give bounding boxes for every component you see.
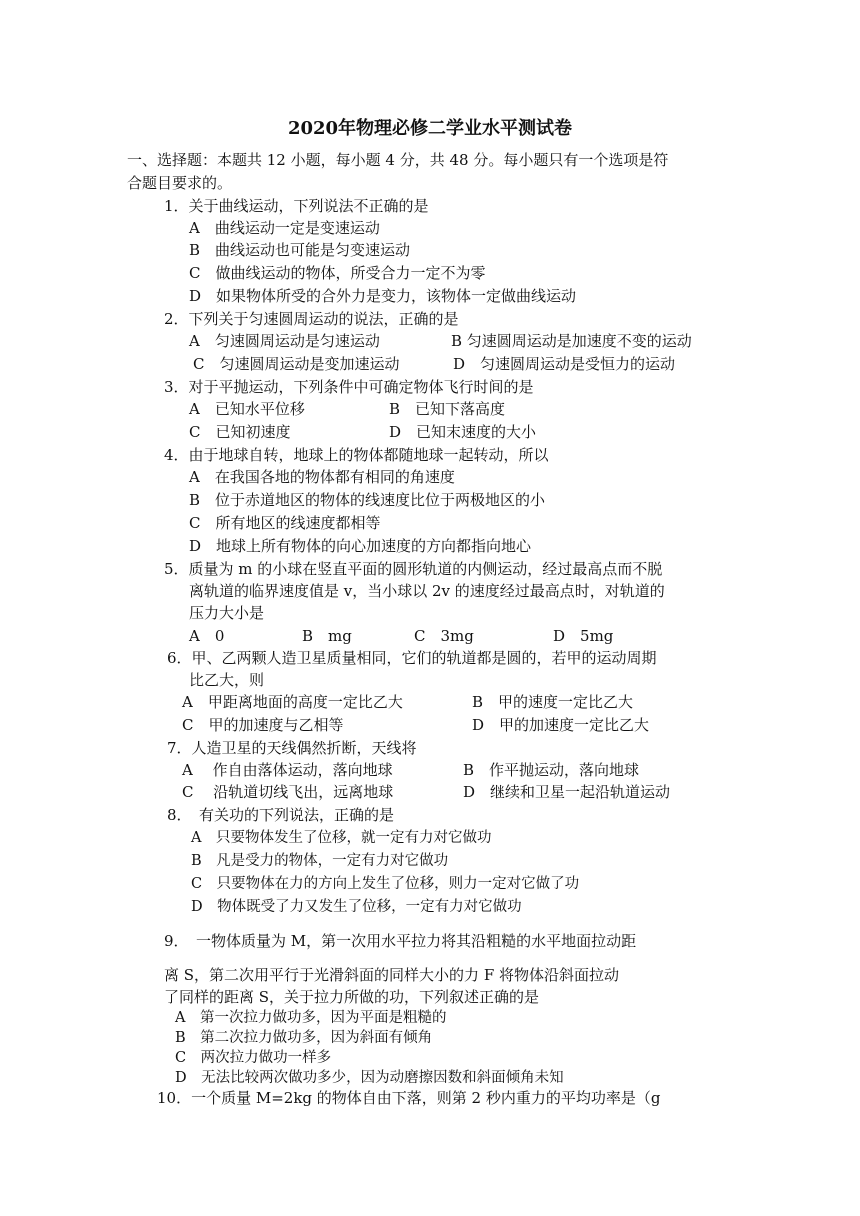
question-9-option-d: D 无法比较两次做功多少，因为动磨擦因数和斜面倾角未知 xyxy=(175,1070,564,1086)
question-5-option-c: C 3mg xyxy=(414,627,474,645)
question-1-option-a: A 曲线运动一定是变速运动 xyxy=(189,219,380,237)
question-8-option-b: B 凡是受力的物体，一定有力对它做功 xyxy=(191,853,449,869)
question-9-option-c: C 两次拉力做功一样多 xyxy=(175,1050,332,1066)
question-1-option-c: C 做曲线运动的物体，所受合力一定不为零 xyxy=(189,264,486,282)
question-10-stem: 10．一个质量 M=2kg 的物体自由下落，则第 2 秒内重力的平均功率是（g xyxy=(157,1089,661,1107)
question-6-stem-line-2: 比乙大，则 xyxy=(189,671,265,689)
question-1-stem: 1．关于曲线运动，下列说法不正确的是 xyxy=(164,197,429,215)
question-7-option-d: D 继续和卫星一起沿轨道运动 xyxy=(463,783,671,801)
question-5-option-b: B mg xyxy=(302,627,352,645)
question-6-option-b: B 甲的速度一定比乙大 xyxy=(472,693,634,711)
question-7-option-b: B 作平抛运动，落向地球 xyxy=(463,761,640,779)
question-5-stem-line-2: 离轨道的临界速度值是 v，当小球以 2v 的速度经过最高点时，对轨道的 xyxy=(189,582,665,600)
question-2-option-b: B 匀速圆周运动是加速度不变的运动 xyxy=(451,332,692,350)
question-5-stem-line-3: 压力大小是 xyxy=(189,604,265,622)
question-2-option-c: C 匀速圆周运动是变加速运动 xyxy=(193,355,400,373)
question-8-option-a: A 只要物体发生了位移，就一定有力对它做功 xyxy=(191,830,492,846)
question-7-stem: 7．人造卫星的天线偶然折断，天线将 xyxy=(167,739,417,757)
question-7-option-a: A 作自由落体运动，落向地球 xyxy=(182,761,393,779)
question-9-option-b: B 第二次拉力做功多，因为斜面有倾角 xyxy=(175,1030,433,1046)
question-3-option-b: B 已知下落高度 xyxy=(389,400,506,418)
question-5-option-a: A 0 xyxy=(189,627,225,645)
question-9-option-a: A 第一次拉力做功多，因为平面是粗糙的 xyxy=(175,1010,447,1026)
question-4-option-d: D 地球上所有物体的向心加速度的方向都指向地心 xyxy=(189,537,532,555)
section-intro-line-2: 合题目要求的。 xyxy=(127,174,233,192)
question-3-option-d: D 已知末速度的大小 xyxy=(389,423,537,441)
question-3-option-a: A 已知水平位移 xyxy=(189,400,305,418)
question-1-option-d: D 如果物体所受的合外力是变力，该物体一定做曲线运动 xyxy=(189,287,577,305)
question-9-stem-line-3: 了同样的距离 S，关于拉力所做的功，下列叙述正确的是 xyxy=(164,988,540,1006)
exam-title: 2020年物理必修二学业水平测试卷 xyxy=(287,118,573,139)
question-8-option-c: C 只要物体在力的方向上发生了位移，则力一定对它做了功 xyxy=(191,876,580,892)
question-8-option-d: D 物体既受了力又发生了位移，一定有力对它做功 xyxy=(191,899,522,915)
question-2-option-a: A 匀速圆周运动是匀速运动 xyxy=(189,332,380,350)
question-9-stem-line-1: 9． 一物体质量为 M，第一次用水平拉力将其沿粗糙的水平地面拉动距 xyxy=(164,932,637,950)
question-9-stem-line-2: 离 S，第二次用平行于光滑斜面的同样大小的力 F 将物体沿斜面拉动 xyxy=(164,966,619,984)
question-6-stem-line-1: 6．甲、乙两颗人造卫星质量相同，它们的轨道都是圆的，若甲的运动周期 xyxy=(167,649,657,667)
question-1-option-b: B 曲线运动也可能是匀变速运动 xyxy=(189,241,411,259)
question-7-option-c: C 沿轨道切线飞出，远离地球 xyxy=(182,783,394,801)
question-6-option-c: C 甲的加速度与乙相等 xyxy=(182,716,344,734)
question-6-option-a: A 甲距离地面的高度一定比乙大 xyxy=(182,693,403,711)
question-2-stem: 2．下列关于匀速圆周运动的说法，正确的是 xyxy=(164,310,459,328)
question-3-stem: 3．对于平抛运动，下列条件中可确定物体飞行时间的是 xyxy=(164,378,534,396)
question-5-option-d: D 5mg xyxy=(553,627,614,645)
question-6-option-d: D 甲的加速度一定比乙大 xyxy=(472,716,650,734)
question-5-stem-line-1: 5．质量为 m 的小球在竖直平面的圆形轨道的内侧运动，经过最高点而不脱 xyxy=(164,560,663,578)
section-intro-line-1: 一、选择题：本题共 12 小题，每小题 4 分，共 48 分。每小题只有一个选项是符 xyxy=(127,151,669,169)
question-4-option-c: C 所有地区的线速度都相等 xyxy=(189,514,381,532)
question-2-option-d: D 匀速圆周运动是受恒力的运动 xyxy=(453,355,676,373)
question-4-stem: 4．由于地球自转，地球上的物体都随地球一起转动，所以 xyxy=(164,446,549,464)
question-4-option-a: A 在我国各地的物体都有相同的角速度 xyxy=(189,468,455,486)
question-4-option-b: B 位于赤道地区的物体的线速度比位于两极地区的小 xyxy=(189,491,546,509)
question-8-stem: 8． 有关功的下列说法，正确的是 xyxy=(167,806,395,824)
question-3-option-c: C 已知初速度 xyxy=(189,423,291,441)
